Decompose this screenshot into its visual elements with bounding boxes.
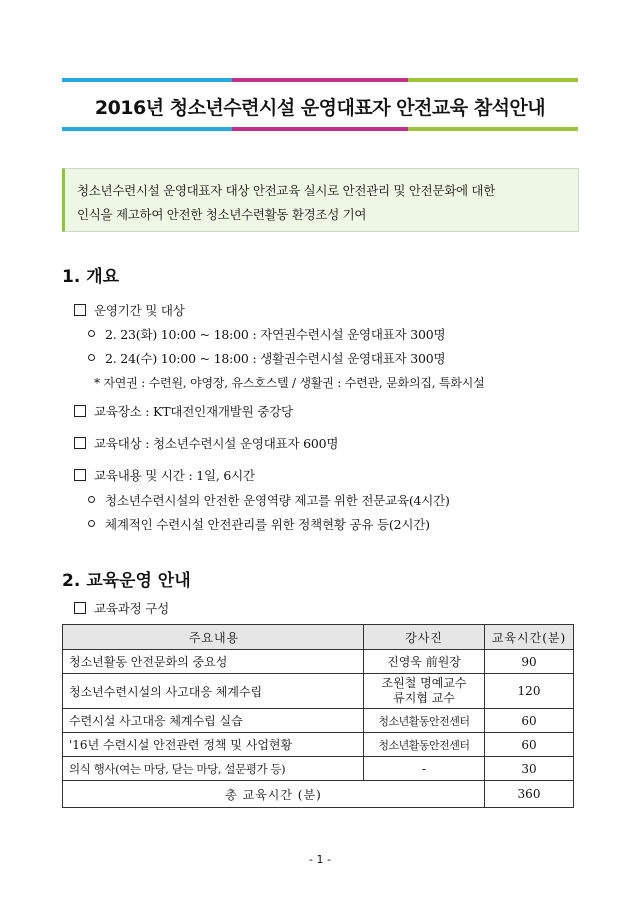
total-label: 총 교육시간 (분) [63,781,485,808]
row-instructor: - [364,757,485,781]
header-time: 교육시간(분) [485,625,574,650]
checkbox-square-icon [74,304,86,316]
content-subitem-1: 청소년수련시설의 안전한 운영역량 제고를 위한 전문교육(4시간) [88,491,450,509]
checkbox-square-icon [74,437,86,449]
table-row [63,674,574,709]
curriculum-table [62,624,574,808]
table-row [63,733,574,757]
operation-item-curriculum: 교육과정 구성 [74,599,169,617]
header-instructor: 강사진 [364,625,485,650]
summary-line-1: 청소년수련시설 운영대표자 대상 안전교육 실시로 안전관리 및 안전문화에 대한 [77,183,495,198]
row-instructor: 진영욱 前원장 [364,650,485,674]
content-subitem-2: 체계적인 수련시설 안전관리를 위한 정책현황 공유 등(2시간) [88,515,430,533]
row-time: 60 [485,709,574,733]
title-top-bar [62,78,578,82]
table-row [63,650,574,674]
summary-line-2: 인식을 제고하여 안전한 청소년수련활동 환경조성 기여 [77,207,367,222]
overview-subitem-day1: 2. 23(화) 10:00 ~ 18:00 : 자연권수련시설 운영대표자 300명 [88,325,445,343]
table-row [63,709,574,733]
row-content: 수련시설 사고대응 체계수립 실습 [63,709,364,733]
row-content: 청소년활동 안전문화의 중요성 [63,650,364,674]
table-header-row [63,625,574,650]
overview-subitem-day2: 2. 24(수) 10:00 ~ 18:00 : 생활권수련시설 운영대표자 300명 [88,349,445,367]
document-title: 2016년 청소년수련시설 운영대표자 안전교육 참석안내 [94,97,546,119]
total-value: 360 [485,781,574,808]
circle-bullet-icon [88,354,95,361]
row-time: 120 [485,674,574,709]
overview-item-content: 교육내용 및 시간 : 1일, 6시간 [74,466,255,484]
table-total-row [63,781,574,808]
instructor-line-1: 조원철 명예교수 [381,676,467,690]
checkbox-square-icon [74,602,86,614]
instructor-line-2: 류지협 교수 [393,691,455,705]
circle-bullet-icon [88,520,95,527]
overview-item-target: 교육대상 : 청소년수련시설 운영대표자 600명 [74,434,338,452]
checkbox-square-icon [74,469,86,481]
checkbox-square-icon [74,405,86,417]
overview-item-period: 운영기간 및 대상 [74,301,185,319]
page-number: - 1 - [309,853,331,866]
row-instructor: 청소년활동안전센터 [364,733,485,757]
overview-item-location: 교육장소 : KT대전인재개발원 중강당 [74,402,293,420]
row-content: '16년 수련시설 안전관련 정책 및 사업현황 [63,733,364,757]
overview-note: * 자연권 : 수련원, 야영장, 유스호스텔 / 생활권 : 수련관, 문화의집, 특화시설 [94,376,485,390]
row-instructor: 청소년활동안전센터 [364,709,485,733]
section-2-heading: 2. 교육운영 안내 [62,571,191,591]
row-time: 30 [485,757,574,781]
row-time: 90 [485,650,574,674]
row-instructor [364,674,485,709]
circle-bullet-icon [88,330,95,337]
table-row [63,757,574,781]
row-content: 의식 행사(여는 마당, 닫는 마당, 설문평가 등) [63,757,364,781]
summary-box [62,168,579,232]
header-content: 주요내용 [63,625,364,650]
circle-bullet-icon [88,496,95,503]
title-bottom-bar [62,127,578,131]
section-1-heading: 1. 개요 [62,267,120,287]
row-time: 60 [485,733,574,757]
row-content: 청소년수련시설의 사고대응 체계수립 [63,674,364,709]
